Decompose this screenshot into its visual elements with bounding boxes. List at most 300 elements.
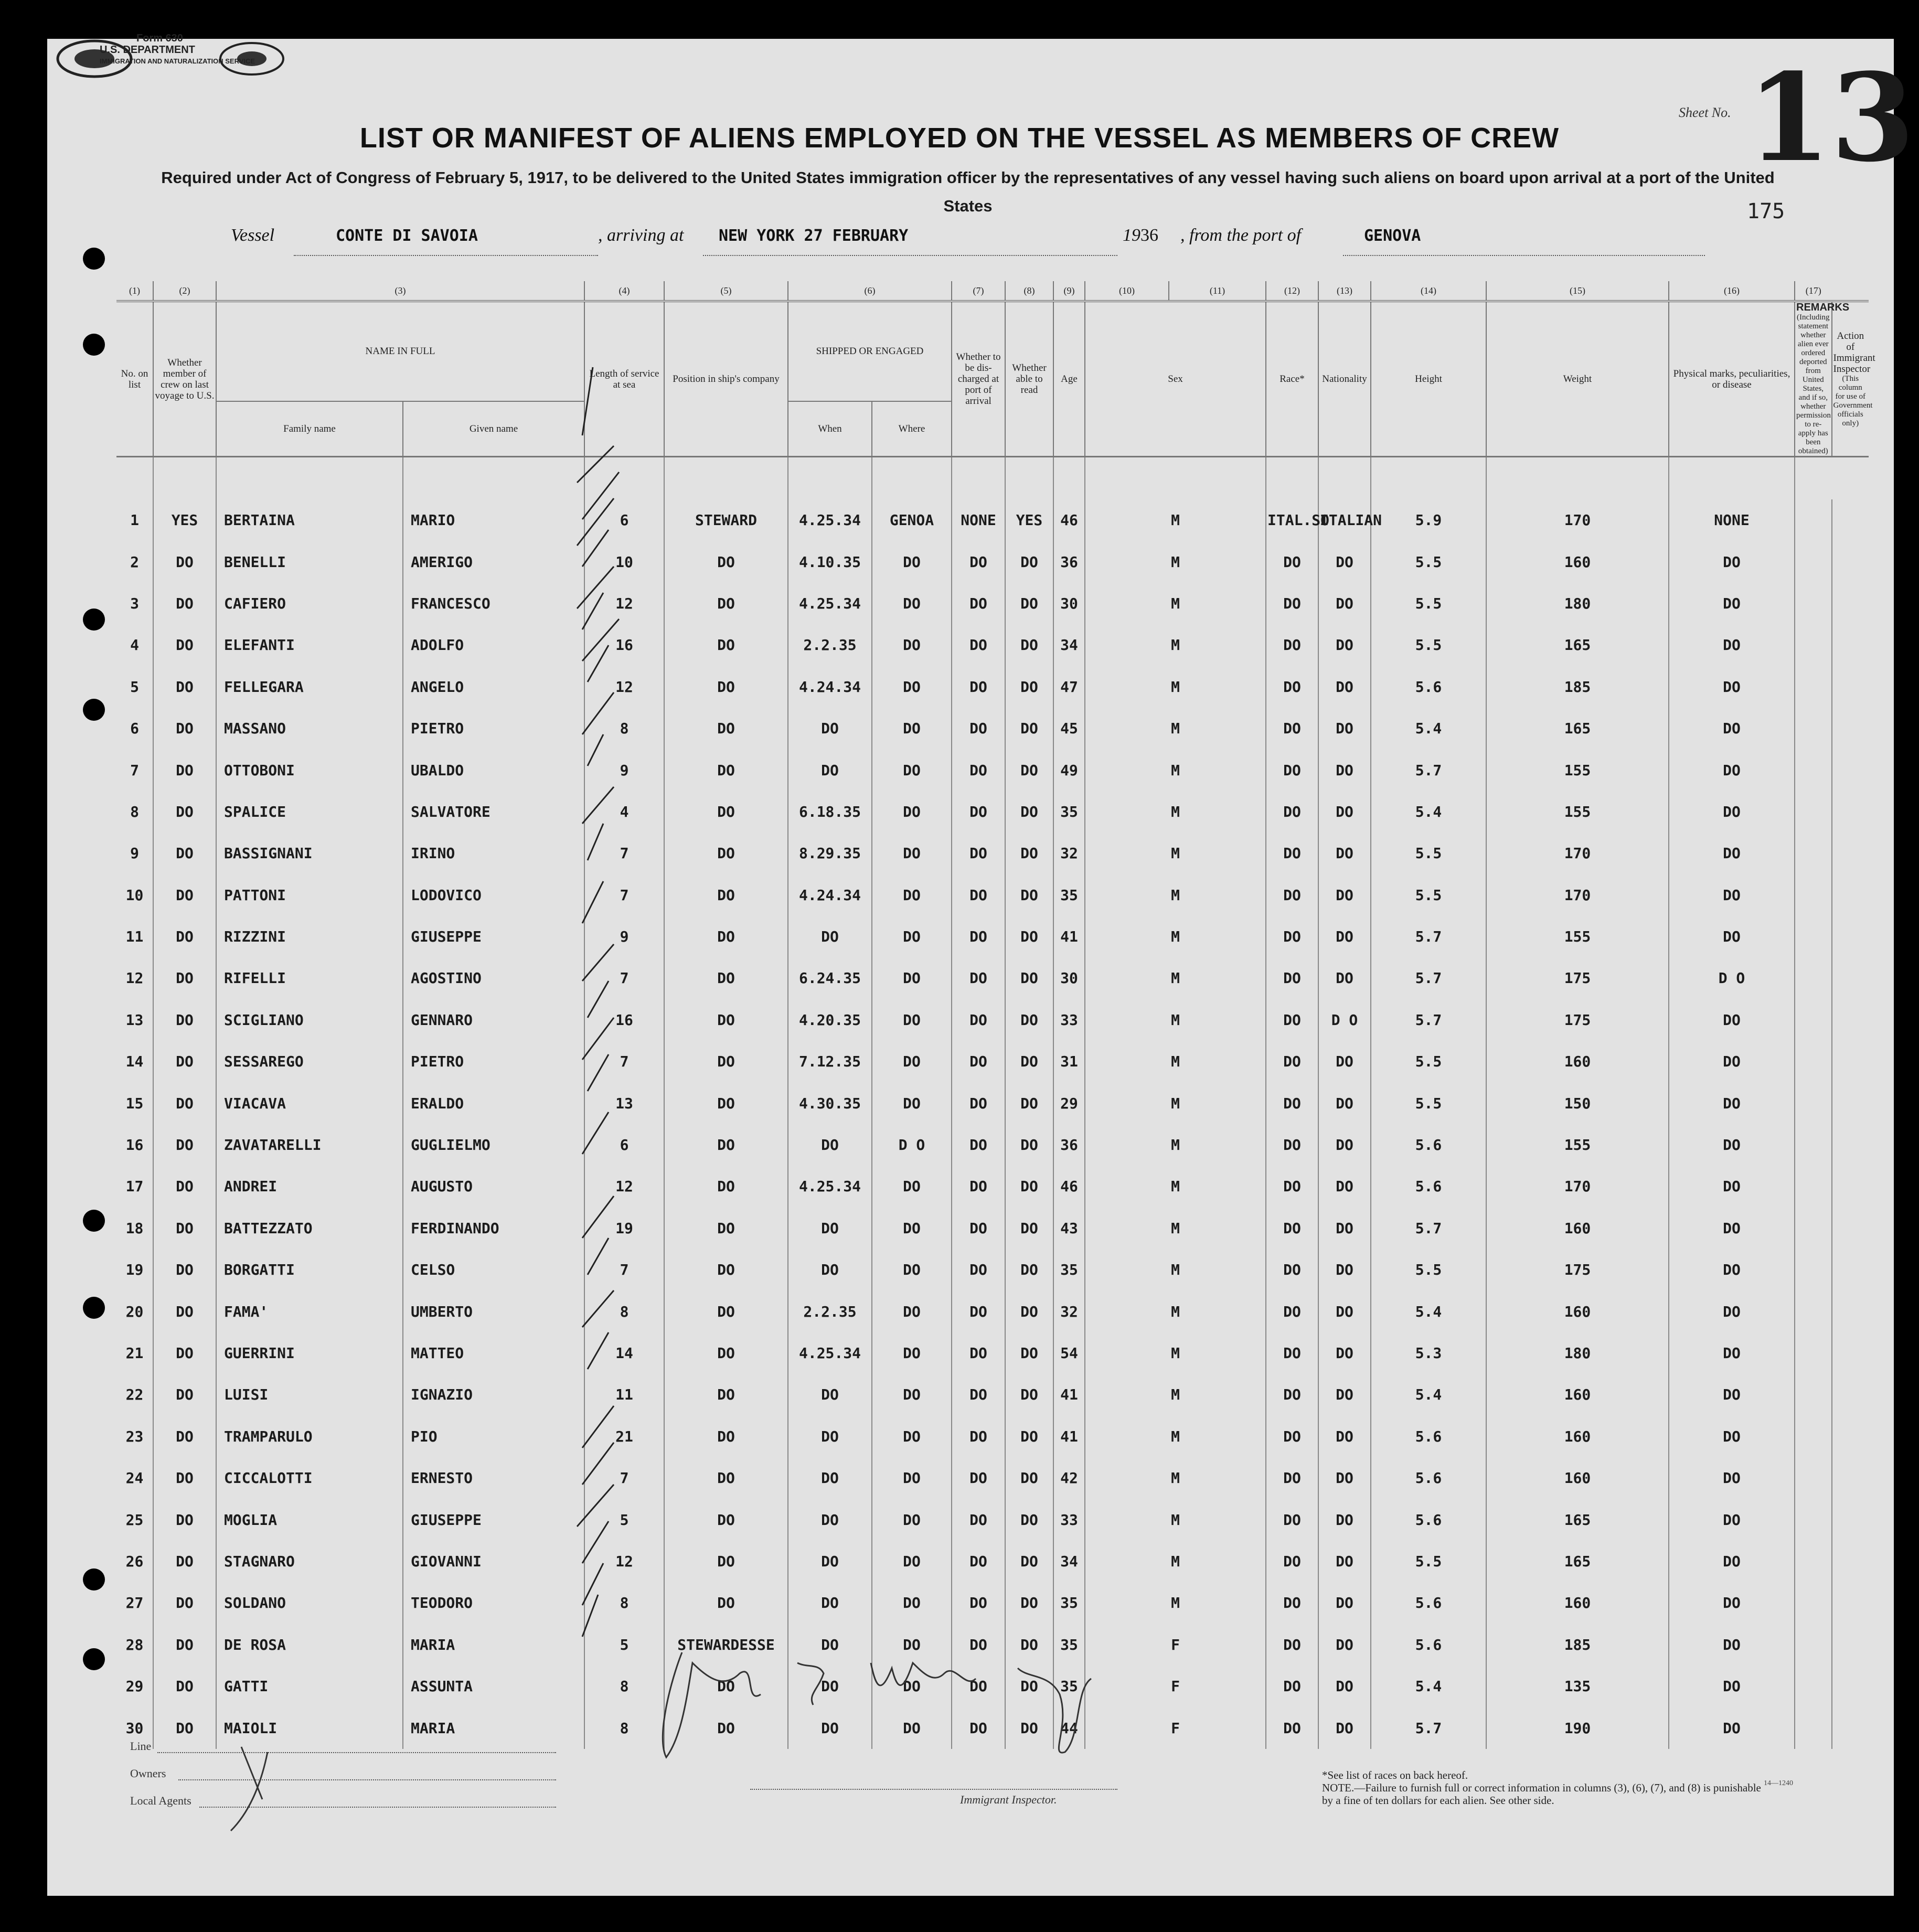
cell-discharged: DO (952, 1166, 1005, 1207)
header-discharged: Whether to be dis-charged at port of arrival (952, 301, 1005, 457)
cell-weight: 170 (1486, 874, 1669, 916)
cell-weight: 155 (1486, 1124, 1669, 1166)
cell-family: DE ROSA (216, 1624, 403, 1666)
cell-family: MAIOLI (216, 1707, 403, 1748)
agents-label: Local Agents (130, 1794, 191, 1807)
cell-position: DO (664, 1499, 788, 1540)
cell-race: DO (1266, 791, 1318, 832)
cell-discharged: DO (952, 916, 1005, 957)
tally-pen-marks (572, 367, 666, 1658)
cell-where: DO (872, 1457, 952, 1499)
column-header-row (116, 301, 1869, 401)
table-row (116, 1416, 1869, 1457)
vessel-name-wrap (336, 226, 478, 253)
table-row (116, 1332, 1869, 1374)
cell-given: CELSO (403, 1249, 584, 1290)
cell-member: DO (153, 1499, 216, 1540)
cell-physical: DO (1669, 708, 1795, 749)
cell-sex: M (1085, 832, 1266, 874)
cell-no: 30 (125, 1719, 144, 1737)
cell-weight: 165 (1486, 708, 1669, 749)
cell-position: DO (664, 1416, 788, 1457)
crew-manifest-table (116, 281, 1875, 1749)
cell-height: 5.6 (1371, 1624, 1486, 1666)
cell-position: DO (664, 832, 788, 874)
cell-when: 4.25.34 (788, 499, 872, 541)
cell-height: 5.5 (1371, 1082, 1486, 1124)
cell-weight: 180 (1486, 1332, 1669, 1374)
cell-age: 30 (1053, 957, 1085, 999)
cell-member: DO (153, 999, 216, 1041)
cell-family: BASSIGNANI (216, 832, 403, 874)
cell-no: 7 (130, 761, 139, 779)
cell-discharged: DO (952, 1666, 1005, 1707)
cell-no: 12 (125, 969, 144, 987)
cell-remarks (1795, 1624, 1832, 1666)
cell-nationality: ITALIAN (1318, 499, 1371, 541)
cell-age: 49 (1053, 749, 1085, 791)
cell-race: DO (1266, 1041, 1318, 1082)
cell-weight: 160 (1486, 1416, 1669, 1457)
cell-physical: DO (1669, 1374, 1795, 1415)
cell-given: MARIA (403, 1707, 584, 1748)
cell-age: 46 (1053, 499, 1085, 541)
cell-given: GIOVANNI (403, 1541, 584, 1582)
crew-rows (116, 457, 1869, 1749)
cell-action (1832, 1124, 1869, 1166)
cell-position: DO (664, 1166, 788, 1207)
cell-race: DO (1266, 1624, 1318, 1666)
cell-service: 7 (584, 1457, 664, 1499)
cell-race: DO (1266, 999, 1318, 1041)
header-no-on-list: No. on list (116, 301, 153, 457)
column-number-row (116, 281, 1869, 301)
cell-service: 11 (584, 1374, 664, 1415)
cell-age: 43 (1053, 1208, 1085, 1249)
cell-age: 36 (1053, 1124, 1085, 1166)
cell-where: DO (872, 749, 952, 791)
cell-discharged: DO (952, 791, 1005, 832)
cell-action (1832, 708, 1869, 749)
cell-no: 22 (125, 1386, 144, 1404)
cell-sex: M (1085, 1249, 1266, 1290)
cell-given: PIO (403, 1416, 584, 1457)
table-row (116, 791, 1869, 832)
footer-note (1322, 1769, 1763, 1807)
cell-physical: DO (1669, 583, 1795, 624)
cell-when: 4.25.34 (788, 1166, 872, 1207)
cell-given: GIUSEPPE (403, 916, 584, 957)
cell-action (1832, 1332, 1869, 1374)
cell-race: DO (1266, 708, 1318, 749)
table-row (116, 1082, 1869, 1124)
cell-remarks (1795, 1166, 1832, 1207)
cell-action (1832, 957, 1869, 999)
cell-age: 36 (1053, 541, 1085, 582)
table-row (116, 1166, 1869, 1207)
cell-height: 5.7 (1371, 957, 1486, 999)
cell-service: 6 (584, 1124, 664, 1166)
cell-nationality: DO (1318, 1290, 1371, 1332)
cell-action (1832, 666, 1869, 708)
cell-race: DO (1266, 1124, 1318, 1166)
cell-remarks (1795, 1457, 1832, 1499)
table-row (116, 916, 1869, 957)
cell-given: SALVATORE (403, 791, 584, 832)
inspector-dots (750, 1789, 1117, 1790)
cell-family: MASSANO (216, 708, 403, 749)
cell-when: 4.10.35 (788, 541, 872, 582)
form-number: Form 630 (136, 33, 183, 44)
table-row (116, 708, 1869, 749)
cell-action (1832, 1416, 1869, 1457)
cell-remarks (1795, 874, 1832, 916)
cell-physical: NONE (1669, 499, 1795, 541)
cell-race: DO (1266, 541, 1318, 582)
table-row (116, 1249, 1869, 1290)
cell-sex: M (1085, 1499, 1266, 1540)
header-nationality: Nationality (1318, 301, 1371, 457)
cell-read: DO (1005, 666, 1053, 708)
cell-given: GUGLIELMO (403, 1124, 584, 1166)
cell-service: 6 (584, 499, 664, 541)
bureau-name: IMMIGRATION AND NATURALIZATION SERVICE (100, 57, 255, 65)
cell-sex: M (1085, 708, 1266, 749)
header-age: Age (1053, 301, 1085, 457)
cell-member: DO (153, 874, 216, 916)
stamp-number: 175 (1747, 199, 1785, 223)
cell-action (1832, 583, 1869, 624)
cell-member: DO (153, 583, 216, 624)
cell-height: 5.5 (1371, 583, 1486, 624)
cell-nationality: DO (1318, 1249, 1371, 1290)
cell-age: 44 (1053, 1707, 1085, 1748)
cell-no: 9 (130, 845, 139, 862)
cell-family: MOGLIA (216, 1499, 403, 1540)
binder-hole-8 (83, 1648, 105, 1670)
cell-member: DO (153, 1249, 216, 1290)
penalty-note: NOTE.—Failure to furnish full or correct information in columns (3), (6), (7), and (8) is punishable by a fine of ten dollars for each alien. See other side. (1322, 1781, 1761, 1807)
cell-physical: DO (1669, 832, 1795, 874)
cell-nationality: DO (1318, 1374, 1371, 1415)
cell-physical: DO (1669, 1624, 1795, 1666)
cell-action (1832, 791, 1869, 832)
cell-sex: F (1085, 1624, 1266, 1666)
cell-where: DO (872, 1707, 952, 1748)
binder-hole-2 (83, 334, 105, 356)
cell-when: DO (788, 1499, 872, 1540)
cell-nationality: DO (1318, 1416, 1371, 1457)
cell-discharged: DO (952, 1208, 1005, 1249)
cell-sex: M (1085, 1416, 1266, 1457)
sheet-number: 13 (1747, 47, 1915, 189)
cell-given: FRANCESCO (403, 583, 584, 624)
cell-age: 32 (1053, 832, 1085, 874)
header-given-name: Given name (403, 401, 584, 457)
cell-when: DO (788, 708, 872, 749)
header-sex: Sex (1085, 301, 1266, 457)
header-when: When (788, 401, 872, 457)
cell-position: DO (664, 1082, 788, 1124)
table-row (116, 1208, 1869, 1249)
cell-when: 7.12.35 (788, 1041, 872, 1082)
cell-physical: DO (1669, 1582, 1795, 1624)
cell-sex: M (1085, 1082, 1266, 1124)
cell-age: 35 (1053, 1582, 1085, 1624)
cell-weight: 180 (1486, 583, 1669, 624)
cell-race: DO (1266, 1707, 1318, 1748)
cell-height: 5.4 (1371, 1666, 1486, 1707)
cell-physical: DO (1669, 1290, 1795, 1332)
table-row (116, 1457, 1869, 1499)
cell-race: DO (1266, 832, 1318, 874)
cell-where: DO (872, 1290, 952, 1332)
cell-family: BORGATTI (216, 1249, 403, 1290)
cell-remarks (1795, 1041, 1832, 1082)
cell-remarks (1795, 1582, 1832, 1624)
cell-nationality: D O (1318, 999, 1371, 1041)
cell-physical: DO (1669, 666, 1795, 708)
cell-action (1832, 1666, 1869, 1707)
cell-no: 2 (130, 553, 139, 571)
department-name: U.S. DEPARTMENT (100, 44, 195, 56)
arriving-wrap (598, 226, 684, 253)
cell-height: 5.5 (1371, 624, 1486, 666)
year-suffix: 36 (1140, 226, 1158, 245)
cell-read: DO (1005, 624, 1053, 666)
cell-height: 5.6 (1371, 1166, 1486, 1207)
cell-service: 7 (584, 957, 664, 999)
cell-position: DO (664, 583, 788, 624)
cell-sex: M (1085, 1541, 1266, 1582)
cell-discharged: DO (952, 1707, 1005, 1748)
cell-service: 12 (584, 583, 664, 624)
cell-race: DO (1266, 583, 1318, 624)
cell-read: DO (1005, 1166, 1053, 1207)
manifest-title: LIST OR MANIFEST OF ALIENS EMPLOYED ON THE VESSEL AS MEMBERS OF CREW (359, 122, 1560, 154)
cell-family: SOLDANO (216, 1582, 403, 1624)
cell-weight: 150 (1486, 1082, 1669, 1124)
header-length-service: Length of service at sea (584, 301, 664, 457)
cell-position: DO (664, 1249, 788, 1290)
cell-where: DO (872, 624, 952, 666)
cell-position: DO (664, 957, 788, 999)
cell-remarks (1795, 1332, 1832, 1374)
vessel-dots (294, 255, 598, 256)
cell-member: DO (153, 1082, 216, 1124)
cell-age: 35 (1053, 791, 1085, 832)
cell-physical: DO (1669, 624, 1795, 666)
sheet-label: Sheet No. (1679, 105, 1731, 120)
cell-when: DO (788, 1374, 872, 1415)
cell-height: 5.7 (1371, 999, 1486, 1041)
colnum-2: (2) (153, 281, 216, 301)
table-row (116, 499, 1869, 541)
cell-age: 32 (1053, 1290, 1085, 1332)
remarks-note: (Including statement whether alien ever ordered deported from United States, and if so, whether permission to re-apply has been obtained) (1796, 313, 1831, 455)
cell-height: 5.5 (1371, 832, 1486, 874)
cell-physical: DO (1669, 749, 1795, 791)
cell-discharged: NONE (952, 499, 1005, 541)
cell-nationality: DO (1318, 1082, 1371, 1124)
cell-weight: 185 (1486, 1624, 1669, 1666)
cell-nationality: DO (1318, 791, 1371, 832)
cell-nationality: DO (1318, 957, 1371, 999)
cell-given: ERNESTO (403, 1457, 584, 1499)
cell-nationality: DO (1318, 1624, 1371, 1666)
cell-sex: F (1085, 1666, 1266, 1707)
cell-read: DO (1005, 1082, 1053, 1124)
cell-when: 6.18.35 (788, 791, 872, 832)
cell-race: DO (1266, 1416, 1318, 1457)
cell-height: 5.7 (1371, 749, 1486, 791)
cell-where: DO (872, 1166, 952, 1207)
binder-hole-4 (83, 699, 105, 721)
cell-no: 14 (125, 1053, 144, 1071)
cell-sex: M (1085, 499, 1266, 541)
cell-age: 41 (1053, 916, 1085, 957)
cell-nationality: DO (1318, 1499, 1371, 1540)
agent-initials-mark (210, 1736, 304, 1836)
cell-race: DO (1266, 1457, 1318, 1499)
cell-sex: M (1085, 916, 1266, 957)
cell-remarks (1795, 1374, 1832, 1415)
inspector-signature (651, 1631, 1154, 1768)
cell-service: 8 (584, 1707, 664, 1748)
cell-family: BATTEZZATO (216, 1208, 403, 1249)
cell-remarks (1795, 1124, 1832, 1166)
cell-family: FAMA' (216, 1290, 403, 1332)
cell-where: DO (872, 1624, 952, 1666)
cell-action (1832, 1166, 1869, 1207)
cell-height: 5.4 (1371, 1290, 1486, 1332)
cell-where: DO (872, 874, 952, 916)
cell-action (1832, 1249, 1869, 1290)
cell-no: 13 (125, 1011, 144, 1029)
header-position: Position in ship's company (664, 301, 788, 457)
cell-remarks (1795, 708, 1832, 749)
table-row (116, 832, 1869, 874)
binder-hole-5 (83, 1210, 105, 1232)
cell-weight: 135 (1486, 1666, 1669, 1707)
cell-race: DO (1266, 957, 1318, 999)
cell-no: 4 (130, 636, 139, 654)
cell-read: DO (1005, 1374, 1053, 1415)
cell-read: DO (1005, 1290, 1053, 1332)
cell-where: DO (872, 666, 952, 708)
cell-no: 17 (125, 1178, 144, 1196)
cell-when: DO (788, 1249, 872, 1290)
cell-family: CICCALOTTI (216, 1457, 403, 1499)
cell-sex: M (1085, 1041, 1266, 1082)
cell-family: ZAVATARELLI (216, 1124, 403, 1166)
cell-remarks (1795, 541, 1832, 582)
cell-where: DO (872, 1374, 952, 1415)
cell-height: 5.6 (1371, 1416, 1486, 1457)
cell-age: 41 (1053, 1374, 1085, 1415)
cell-race: DO (1266, 1082, 1318, 1124)
cell-weight: 160 (1486, 1041, 1669, 1082)
cell-family: STAGNARO (216, 1541, 403, 1582)
header-whether-member: Whether member of crew on last voyage to U.S. (153, 301, 216, 457)
cell-given: AUGUSTO (403, 1166, 584, 1207)
cell-given: UBALDO (403, 749, 584, 791)
cell-remarks (1795, 1499, 1832, 1540)
cell-sex: M (1085, 1208, 1266, 1249)
cell-weight: 160 (1486, 1582, 1669, 1624)
cell-weight: 165 (1486, 1541, 1669, 1582)
cell-weight: 175 (1486, 999, 1669, 1041)
cell-where: DO (872, 832, 952, 874)
cell-given: AMERIGO (403, 541, 584, 582)
cell-no: 28 (125, 1636, 144, 1653)
colnum-15: (15) (1486, 281, 1669, 301)
cell-read: DO (1005, 874, 1053, 916)
cell-no: 16 (125, 1136, 144, 1154)
cell-physical: DO (1669, 1666, 1795, 1707)
cell-position: DO (664, 1707, 788, 1748)
header-shipped-engaged: SHIPPED OR ENGAGED (788, 301, 952, 401)
cell-discharged: DO (952, 1249, 1005, 1290)
cell-read: DO (1005, 1332, 1053, 1374)
cell-position: DO (664, 1666, 788, 1707)
cell-physical: DO (1669, 1499, 1795, 1540)
cell-service: 7 (584, 874, 664, 916)
cell-family: TRAMPARULO (216, 1416, 403, 1457)
cell-service: 12 (584, 1166, 664, 1207)
cell-position: STEWARD (664, 499, 788, 541)
cell-weight: 160 (1486, 1290, 1669, 1332)
colnum-14: (14) (1371, 281, 1486, 301)
cell-physical: DO (1669, 1082, 1795, 1124)
cell-position: DO (664, 1332, 788, 1374)
from-label: , from the port of (1180, 226, 1302, 245)
cell-read: DO (1005, 1624, 1053, 1666)
cell-race: DO (1266, 666, 1318, 708)
cell-member: DO (153, 1124, 216, 1166)
binder-hole-7 (83, 1568, 105, 1591)
cell-remarks (1795, 1707, 1832, 1748)
cell-read: DO (1005, 1582, 1053, 1624)
cell-no: 29 (125, 1678, 144, 1695)
cell-when: DO (788, 1582, 872, 1624)
cell-race: DO (1266, 1666, 1318, 1707)
cell-service: 16 (584, 999, 664, 1041)
cell-action (1832, 1541, 1869, 1582)
cell-discharged: DO (952, 624, 1005, 666)
header-action (1832, 301, 1875, 457)
cell-age: 35 (1053, 1666, 1085, 1707)
arriving-port: NEW YORK 27 FEBRUARY (719, 227, 909, 245)
cell-member: DO (153, 1707, 216, 1748)
cell-position: DO (664, 1541, 788, 1582)
cell-discharged: DO (952, 666, 1005, 708)
cell-when: 4.25.34 (788, 583, 872, 624)
cell-weight: 155 (1486, 916, 1669, 957)
cell-given: IGNAZIO (403, 1374, 584, 1415)
cell-no: 18 (125, 1219, 144, 1237)
cell-physical: DO (1669, 1166, 1795, 1207)
cell-weight: 160 (1486, 1457, 1669, 1499)
cell-discharged: DO (952, 1082, 1005, 1124)
cell-height: 5.5 (1371, 1041, 1486, 1082)
cell-weight: 170 (1486, 832, 1669, 874)
cell-member: DO (153, 541, 216, 582)
cell-physical: DO (1669, 541, 1795, 582)
cell-sex: M (1085, 874, 1266, 916)
cell-nationality: DO (1318, 1582, 1371, 1624)
cell-position: DO (664, 708, 788, 749)
